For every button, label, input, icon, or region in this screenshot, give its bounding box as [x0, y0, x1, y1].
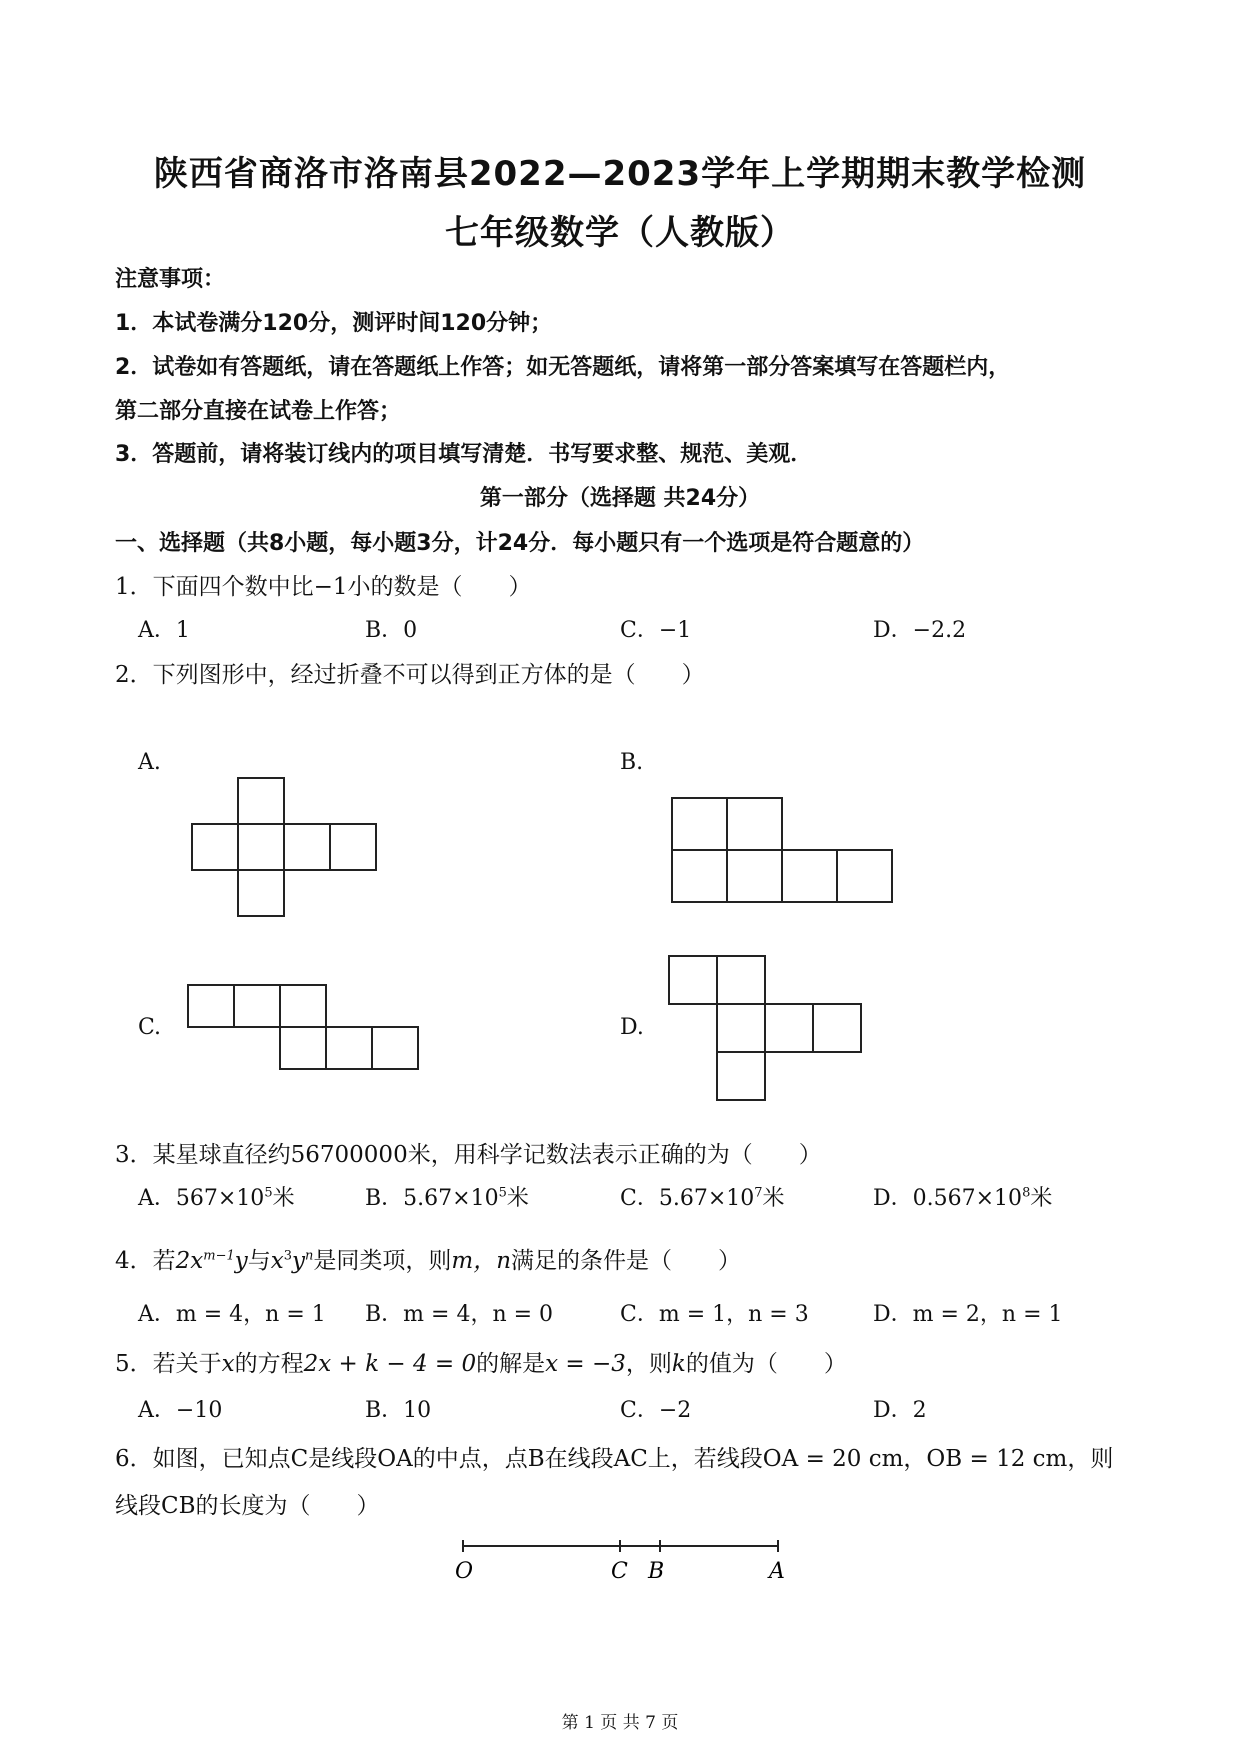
page-footer: 第 1 页 共 7 页 [561, 1713, 679, 1733]
question-1: 1．下面四个数中比−1小的数是（ ） [115, 574, 532, 600]
q3-option-c: C．$5.67\times 10^7$米 [620, 1185, 785, 1211]
q5-option-c: C．−2 [620, 1398, 692, 1423]
q5-option-b: B．10 [365, 1398, 432, 1423]
q1-option-a: A．1 [138, 618, 190, 643]
question-6-line-1: 6．如图，已知点C是线段OA的中点，点B在线段AC上，若线段OA = 20 cm，OB = 12 cm，则 [115, 1446, 1114, 1472]
q1-option-d: D．−2.2 [873, 618, 967, 643]
page-subtitle: 七年级数学（人教版） [445, 213, 795, 253]
question-3: 3．某星球直径约56700000米，用科学记数法表示正确的为（ ） [115, 1142, 822, 1168]
q4-option-b: B．m = 4，n = 0 [365, 1302, 554, 1327]
cube-net-d [667, 954, 867, 1102]
q3-option-d: D．$0.567\times 10^8$米 [873, 1185, 1053, 1211]
question-6-line-2: 线段CB的长度为（ ） [115, 1493, 380, 1519]
note-item-1: 1．本试卷满分120分，测评时间120分钟； [115, 311, 553, 336]
question-5: 5．若关于x的方程2x + k − 4 = 0的解是x = −3，则k的值为（ ） [115, 1351, 847, 1377]
point-label-o: O [455, 1559, 474, 1584]
q2-label-b: B. [620, 750, 644, 775]
q4-option-a: A．m = 4，n = 1 [138, 1302, 326, 1327]
question-4: 4．若$2x^{m-1}y$与$x^3y^n$是同类项，则m，n满足的条件是（ ） [115, 1248, 742, 1274]
q1-option-b: B．0 [365, 618, 418, 643]
q3-option-b: B．$5.67\times 10^5$米 [365, 1185, 529, 1211]
cube-net-b [670, 796, 896, 906]
point-label-b: B [648, 1559, 665, 1584]
q2-label-a: A. [138, 750, 161, 775]
q3-option-a: A．$567\times 10^5$米 [138, 1185, 295, 1211]
cube-net-c [186, 983, 422, 1071]
segment-diagram [455, 1538, 795, 1598]
point-label-a: A [769, 1559, 785, 1584]
note-item-2-cont: 第二部分直接在试卷上作答； [115, 399, 402, 424]
question-2: 2．下列图形中，经过折叠不可以得到正方体的是（ ） [115, 662, 705, 688]
q2-label-d: D. [620, 1015, 644, 1040]
section-heading: 一、选择题（共8小题，每小题3分，计24分．每小题只有一个选项是符合题意的） [115, 531, 925, 556]
cube-net-a [190, 778, 380, 918]
part-title: 第一部分（选择题 共24分） [479, 486, 761, 511]
q4-option-c: C．m = 1，n = 3 [620, 1302, 809, 1327]
notes-heading: 注意事项： [115, 267, 226, 292]
q4-option-d: D．m = 2，n = 1 [873, 1302, 1063, 1327]
note-item-3: 3．答题前，请将装订线内的项目填写清楚．书写要求整、规范、美观． [115, 442, 813, 467]
q5-option-d: D．2 [873, 1398, 927, 1423]
note-item-2: 2．试卷如有答题纸，请在答题纸上作答；如无答题纸，请将第一部分答案填写在答题栏内， [115, 355, 1011, 380]
q1-option-c: C．−1 [620, 618, 692, 643]
point-label-c: C [611, 1559, 628, 1584]
q5-option-a: A．−10 [138, 1398, 223, 1423]
page-title: 陕西省商洛市洛南县2022—2023学年上学期期末教学检测 [153, 154, 1087, 194]
q2-label-c: C. [138, 1015, 162, 1040]
